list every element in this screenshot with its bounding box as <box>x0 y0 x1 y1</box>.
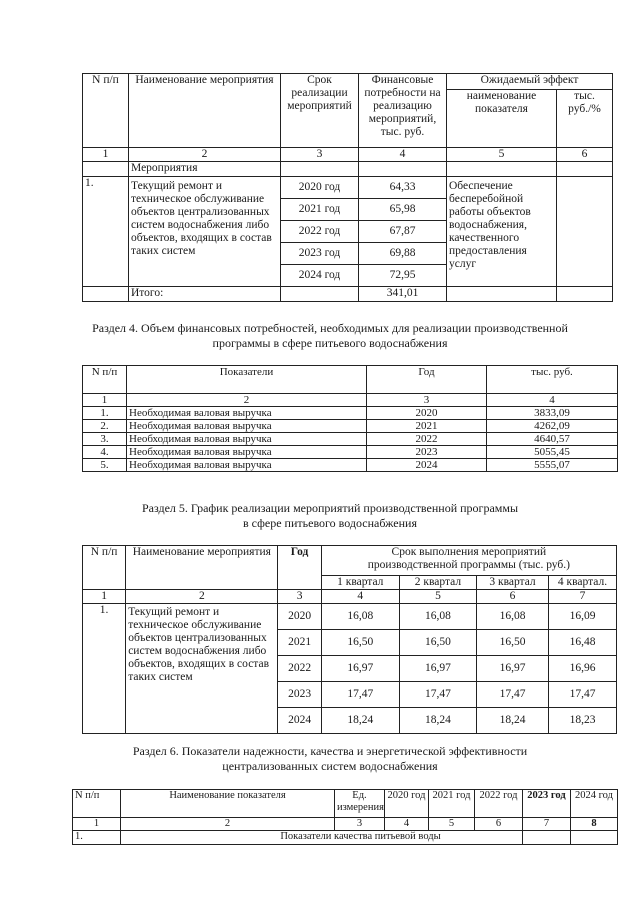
header-2021: 2021 год <box>429 790 475 818</box>
header-finance: Финансовые потребности на реализацию мероприятий, тыс. руб. <box>359 74 447 148</box>
item-num: 1. <box>83 177 129 287</box>
header-effect-name: наименование показателя <box>447 90 557 148</box>
header-q2: 2 квартал <box>399 576 476 590</box>
table-row: 5. Необходимая валовая выручка 2024 5555,07 <box>83 459 618 472</box>
table-row: 2022 год 67,87 <box>83 221 613 243</box>
header-year: Год <box>367 366 487 394</box>
header-q3: 3 квартал <box>477 576 549 590</box>
header-num: N п/п <box>83 74 129 148</box>
column-numbers-row: 1 2 3 4 5 6 <box>83 148 613 162</box>
table-row: 2023 17,47 17,47 17,47 17,47 <box>83 682 617 708</box>
activities-table <box>82 73 613 302</box>
header-2022: 2022 год <box>475 790 523 818</box>
header-period: Срок реализации мероприятий <box>281 74 359 148</box>
section4-title: Раздел 4. Объем финансовых потребностей, необходимых для реализации производственной программы в сфере питьевого водоснабжения <box>92 321 568 350</box>
quality-indicators-label: Показатели качества питьевой воды <box>121 831 523 845</box>
item-name: Текущий ремонт и техническое обслуживание объектов централизованных систем водоснабжения либо объектов, входящих в состав таких систем <box>129 177 281 287</box>
column-numbers-row: 1 2 3 4 5 6 7 <box>83 590 617 604</box>
table-row: 3. Необходимая валовая выручка 2022 4640,57 <box>83 433 618 446</box>
table-row: 2024 год 72,95 <box>83 265 613 287</box>
header-effect-value: тыс. руб./% <box>557 90 613 148</box>
total-row <box>83 287 613 302</box>
indicators-table <box>72 789 618 845</box>
header-q4: 4 квартал. <box>549 576 617 590</box>
header-num: N п/п <box>83 546 126 590</box>
table-row: 2021 16,50 16,50 16,50 16,48 <box>83 630 617 656</box>
table-row: 1. Показатели качества питьевой воды <box>73 831 618 845</box>
column-numbers-row: 1 2 3 4 <box>83 394 618 407</box>
section5-title: Раздел 5. График реализации мероприятий производственной программы в сфере питьевого водоснабжения <box>141 501 519 530</box>
item-effect: Обеспечение бесперебойной работы объектов водоснабжения, качественного предоставления услуг <box>447 177 557 287</box>
header-name: Наименование мероприятия <box>126 546 278 590</box>
header-year: Год <box>278 546 321 590</box>
table-row: 4. Необходимая валовая выручка 2023 5055,45 <box>83 446 618 459</box>
item-name: Текущий ремонт и техническое обслуживание объектов централизованных систем водоснабжения либо объектов, входящих в состав таких систем <box>126 604 278 734</box>
header-2023: 2023 год <box>523 790 571 818</box>
header-effect: Ожидаемый эффект <box>447 74 613 90</box>
header-value: тыс. руб. <box>487 366 618 394</box>
schedule-table <box>82 545 617 734</box>
table-row: 2. Необходимая валовая выручка 2021 4262,09 <box>83 420 618 433</box>
table-row: 2022 16,97 16,97 16,97 16,96 <box>83 656 617 682</box>
header-term: Срок выполнения мероприятий производственной программы (тыс. руб.) <box>321 546 616 576</box>
header-name: Наименование мероприятия <box>129 74 281 148</box>
header-indicator: Показатели <box>127 366 367 394</box>
table-row: 1. Текущий ремонт и техническое обслуживание объектов централизованных систем водоснабжения либо объектов, входящих в состав таких систем 2020 год 64,33 Обеспечение бесперебойной работы объектов водоснабжения, качественного предоставления услуг <box>83 177 613 199</box>
table-row: 1. Текущий ремонт и техническое обслуживание объектов централизованных систем водоснабжения либо объектов, входящих в состав таких систем 2020 16,08 16,08 16,08 16,09 <box>83 604 617 630</box>
column-numbers-row: 1 2 3 4 5 6 7 8 <box>73 818 618 831</box>
total-label: Итого: <box>129 287 281 302</box>
table-row: 1. Необходимая валовая выручка 2020 3833,09 <box>83 407 618 420</box>
header-name: Наименование показателя <box>121 790 335 818</box>
item-num: 1. <box>83 604 126 734</box>
revenue-table <box>82 365 618 472</box>
header-q1: 1 квартал <box>321 576 399 590</box>
table-row: 2024 18,24 18,24 18,24 18,23 <box>83 708 617 734</box>
total-value: 341,01 <box>359 287 447 302</box>
header-num: N п/п <box>73 790 121 818</box>
header-2020: 2020 год <box>385 790 429 818</box>
table-row: 2023 год 69,88 <box>83 243 613 265</box>
section-label: Мероприятия <box>129 162 281 177</box>
header-2024: 2024 год <box>571 790 618 818</box>
header-unit: Ед. измерения <box>335 790 385 818</box>
section6-title: Раздел 6. Показатели надежности, качества и энергетической эффективности централизованных систем водоснабжения <box>132 744 528 773</box>
table-row: 2021 год 65,98 <box>83 199 613 221</box>
header-num: N п/п <box>83 366 127 394</box>
